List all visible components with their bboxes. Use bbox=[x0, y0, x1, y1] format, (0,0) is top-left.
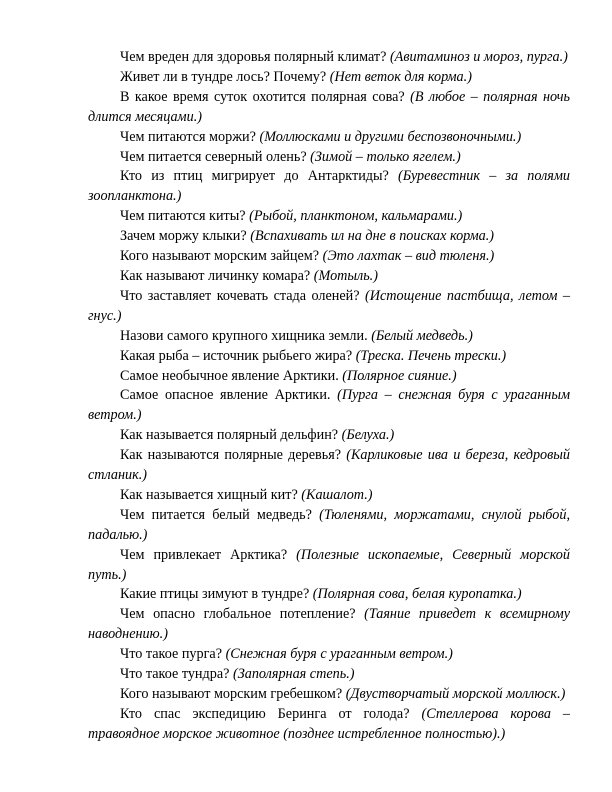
question-text: Как называют личинку комара? bbox=[120, 267, 311, 284]
answer-text: (Двустворчатый морской моллюск.) bbox=[345, 686, 566, 702]
qa-item bbox=[88, 267, 570, 287]
answer-text: (Карликовые ива и береза, кедровый стланик.) bbox=[88, 447, 570, 484]
question-list bbox=[88, 48, 570, 745]
question-text: Как называется полярный дельфин? bbox=[120, 427, 339, 444]
question-text: Самое опасное явление Арктики. bbox=[120, 387, 331, 404]
answer-text: (Моллюсками и другими беспозвоночными.) bbox=[259, 128, 522, 145]
answer-text: (Это лахтак – вид тюленя.) bbox=[322, 248, 495, 265]
answer-text: (Заполярная степь.) bbox=[232, 666, 355, 683]
qa-item bbox=[88, 605, 570, 645]
qa-item bbox=[88, 446, 570, 486]
qa-item bbox=[88, 665, 570, 685]
qa-item bbox=[88, 685, 570, 705]
answer-text: (Рыбой, планктоном, кальмарами.) bbox=[249, 208, 463, 225]
qa-item bbox=[88, 148, 570, 168]
answer-text: (Полезные ископаемые, Северный морской путь.) bbox=[88, 546, 570, 583]
qa-item bbox=[88, 705, 570, 745]
question-text: Чем опасно глобальное потепление? bbox=[120, 606, 356, 623]
question-text: Самое необычное явление Арктики. bbox=[120, 367, 339, 384]
question-text: Что такое тундра? bbox=[120, 666, 230, 683]
question-text: Какие птицы зимуют в тундре? bbox=[120, 586, 310, 603]
answer-text: (Авитаминоз и мороз, пурга.) bbox=[389, 49, 568, 65]
answer-text: (Мотыль.) bbox=[313, 267, 378, 284]
question-text: Чем питается белый медведь? bbox=[120, 506, 312, 523]
answer-text: (В любое – полярная ночь длится месяцами.) bbox=[88, 88, 570, 125]
qa-item bbox=[88, 486, 570, 506]
question-text: Чем привлекает Арктика? bbox=[120, 546, 288, 563]
answer-text: (Полярная сова, белая куропатка.) bbox=[312, 586, 522, 603]
qa-item bbox=[88, 128, 570, 148]
qa-item bbox=[88, 546, 570, 586]
qa-item bbox=[88, 426, 570, 446]
question-text: Что такое пурга? bbox=[120, 646, 223, 663]
answer-text: (Белый медведь.) bbox=[371, 327, 473, 344]
question-text: Какая рыба – источник рыбьего жира? bbox=[120, 347, 353, 364]
question-text: Кого называют морским зайцем? bbox=[120, 248, 320, 265]
question-text: Чем питаются киты? bbox=[120, 208, 246, 225]
answer-text: (Кашалот.) bbox=[301, 486, 373, 503]
qa-item bbox=[88, 287, 570, 327]
question-text: Как называются полярные деревья? bbox=[120, 447, 342, 464]
question-text: В какое время суток охотится полярная сова? bbox=[120, 88, 405, 105]
answer-text: (Нет веток для корма.) bbox=[329, 68, 472, 85]
question-text: Чем питаются моржи? bbox=[120, 128, 256, 145]
answer-text: (Зимой – только ягелем.) bbox=[310, 148, 461, 165]
answer-text: (Буревестник – за полями зоопланктона.) bbox=[88, 168, 570, 205]
qa-item bbox=[88, 227, 570, 247]
qa-item bbox=[88, 48, 570, 68]
qa-item bbox=[88, 167, 570, 207]
question-text: Кого называют морским гребешком? bbox=[120, 686, 343, 702]
qa-item bbox=[88, 386, 570, 426]
question-text: Чем питается северный олень? bbox=[120, 148, 307, 165]
qa-item bbox=[88, 367, 570, 387]
qa-item bbox=[88, 506, 570, 546]
answer-text: (Снежная буря с ураганным ветром.) bbox=[225, 646, 453, 663]
qa-item bbox=[88, 247, 570, 267]
question-text: Зачем моржу клыки? bbox=[120, 228, 247, 245]
answer-text: (Треска. Печень трески.) bbox=[355, 347, 507, 364]
qa-item bbox=[88, 347, 570, 367]
answer-text: (Стеллерова корова – травоядное морское животное (позднее истребленное полностью).) bbox=[88, 705, 570, 742]
answer-text: (Вспахивать ил на дне в поисках корма.) bbox=[250, 228, 494, 245]
question-text: Чем вреден для здоровья полярный климат? bbox=[120, 49, 387, 65]
question-text: Живет ли в тундре лось? Почему? bbox=[120, 68, 327, 85]
question-text: Кто из птиц мигрирует до Антарктиды? bbox=[120, 168, 389, 185]
qa-item bbox=[88, 88, 570, 128]
answer-text: (Тюленями, моржатами, снулой рыбой, падалью.) bbox=[88, 506, 570, 543]
answer-text: (Пурга – снежная буря с ураганным ветром.) bbox=[88, 387, 571, 424]
answer-text: (Таяние приведет к всемирному наводнению.) bbox=[88, 606, 571, 643]
qa-item bbox=[88, 207, 570, 227]
question-text: Назови самого крупного хищника земли. bbox=[120, 327, 368, 344]
qa-item bbox=[88, 68, 570, 88]
answer-text: (Истощение пастбища, летом – гнус.) bbox=[88, 287, 570, 324]
answer-text: (Полярное сияние.) bbox=[342, 367, 457, 384]
answer-text: (Белуха.) bbox=[341, 427, 395, 444]
question-text: Как называется хищный кит? bbox=[120, 486, 298, 503]
qa-item bbox=[88, 327, 570, 347]
question-text: Кто спас экспедицию Беринга от голода? bbox=[120, 705, 410, 722]
question-text: Что заставляет кочевать стада оленей? bbox=[120, 287, 360, 304]
qa-item bbox=[88, 645, 570, 665]
qa-item bbox=[88, 585, 570, 605]
